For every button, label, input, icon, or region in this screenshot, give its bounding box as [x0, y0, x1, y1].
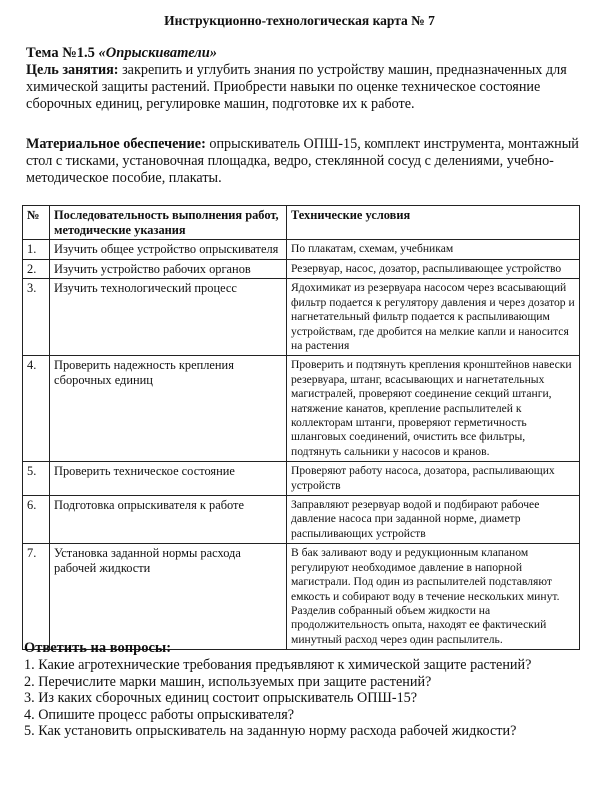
- question-item: 1. Какие агротехнические требования предъявляют к химической защите растений?: [24, 657, 532, 673]
- row-number: 1.: [23, 240, 50, 260]
- row-condition: Резервуар, насос, дозатор, распыливающее устройство: [287, 259, 580, 279]
- row-number: 3.: [23, 279, 50, 356]
- goal-label: Цель занятия:: [26, 62, 119, 78]
- row-number: 6.: [23, 496, 50, 544]
- materials-label: Материальное обеспечение:: [26, 136, 206, 152]
- topic-line: [26, 45, 217, 62]
- row-condition: В бак заливают воду и редукционным клапаном регулируют необходимое давление в напорной магистрали. Под один из распылителей подставляют емкость и собирают воду в течение нескольких минут. Разделив собранный объем жидкости на продолжительность опыта, находят ее фактический минутный расход через один распылитель.: [287, 544, 580, 650]
- table-row: [23, 356, 580, 462]
- row-step: Изучить общее устройство опрыскивателя: [50, 240, 287, 260]
- header-conditions: Технические условия: [287, 206, 580, 240]
- topic-name: «Опрыскиватели»: [98, 45, 218, 61]
- questions-heading: Ответить на вопросы:: [24, 640, 172, 656]
- row-condition: Проверяют работу насоса, дозатора, распыливающих устройств: [287, 462, 580, 496]
- materials-paragraph: [26, 136, 581, 186]
- table-row: [23, 544, 580, 650]
- row-step: Проверить надежность крепления сборочных единиц: [50, 356, 287, 462]
- header-number: №: [23, 206, 50, 240]
- row-step: Изучить технологический процесс: [50, 279, 287, 356]
- row-step: Проверить техническое состояние: [50, 462, 287, 496]
- table-row: [23, 496, 580, 544]
- table-row: [23, 240, 580, 260]
- table-header-row: [23, 206, 580, 240]
- table-row: [23, 462, 580, 496]
- procedure-table: [22, 205, 580, 650]
- row-condition: Ядохимикат из резервуара насосом через всасывающий фильтр подается к регулятору давления и через дозатор и нагнетательный фильтр подается к распыливающим устройствам, где дробится на мелкие капли и наносится на растения: [287, 279, 580, 356]
- row-step: Установка заданной нормы расхода рабочей жидкости: [50, 544, 287, 650]
- question-item: 2. Перечислите марки машин, используемых при защите растений?: [24, 673, 432, 690]
- document-title: Инструкционно-технологическая карта № 7: [164, 13, 435, 28]
- row-number: 4.: [23, 356, 50, 462]
- row-step: Изучить устройство рабочих органов: [50, 259, 287, 279]
- row-condition: По плакатам, схемам, учебникам: [287, 240, 580, 260]
- materials-text: опрыскиватель ОПШ-15, комплект инструмента, монтажный стол с тисками, установочная площадка, ведро, стеклянной сосуд с делениями, учебно-методическое пособие, плакаты.: [26, 136, 579, 186]
- question-item: 3. Из каких сборочных единиц состоит опрыскиватель ОПШ-15?: [24, 690, 418, 707]
- row-condition: Проверить и подтянуть крепления кронштейнов навески резервуара, штанг, всасывающих и нагнетательных магистралей, проверяют соединение секций штанги, натяжение канатов, крепление распылителей к коллекторам штанги, проверяют герметичность шланговых соединений, очистить все фильтры, подтянуть сальники у насосов и кранов.: [287, 356, 580, 462]
- topic-label: Тема №1.5: [26, 45, 95, 61]
- header-sequence: Последовательность выполнения работ, методические указания: [50, 206, 287, 240]
- row-number: 5.: [23, 462, 50, 496]
- table-row: [23, 279, 580, 356]
- row-condition: Заправляют резервуар водой и подбирают рабочее давление насоса при заданной норме, диаметр распыливающих устройств: [287, 496, 580, 544]
- goal-paragraph: [26, 62, 581, 112]
- row-step: Подготовка опрыскивателя к работе: [50, 496, 287, 544]
- row-number: 2.: [23, 259, 50, 279]
- question-item: 4. Опишите процесс работы опрыскивателя?: [24, 706, 295, 723]
- questions-list: [24, 657, 584, 740]
- question-item: 5. Как установить опрыскиватель на заданную норму расхода рабочей жидкости?: [24, 723, 517, 740]
- table-row: [23, 259, 580, 279]
- goal-text: закрепить и углубить знания по устройству машин, предназначенных для химической защиты растений. Приобрести навыки по оценке техническое состояние сборочных единиц, регулировке машин, подготовке их к работе.: [26, 62, 567, 112]
- row-number: 7.: [23, 544, 50, 650]
